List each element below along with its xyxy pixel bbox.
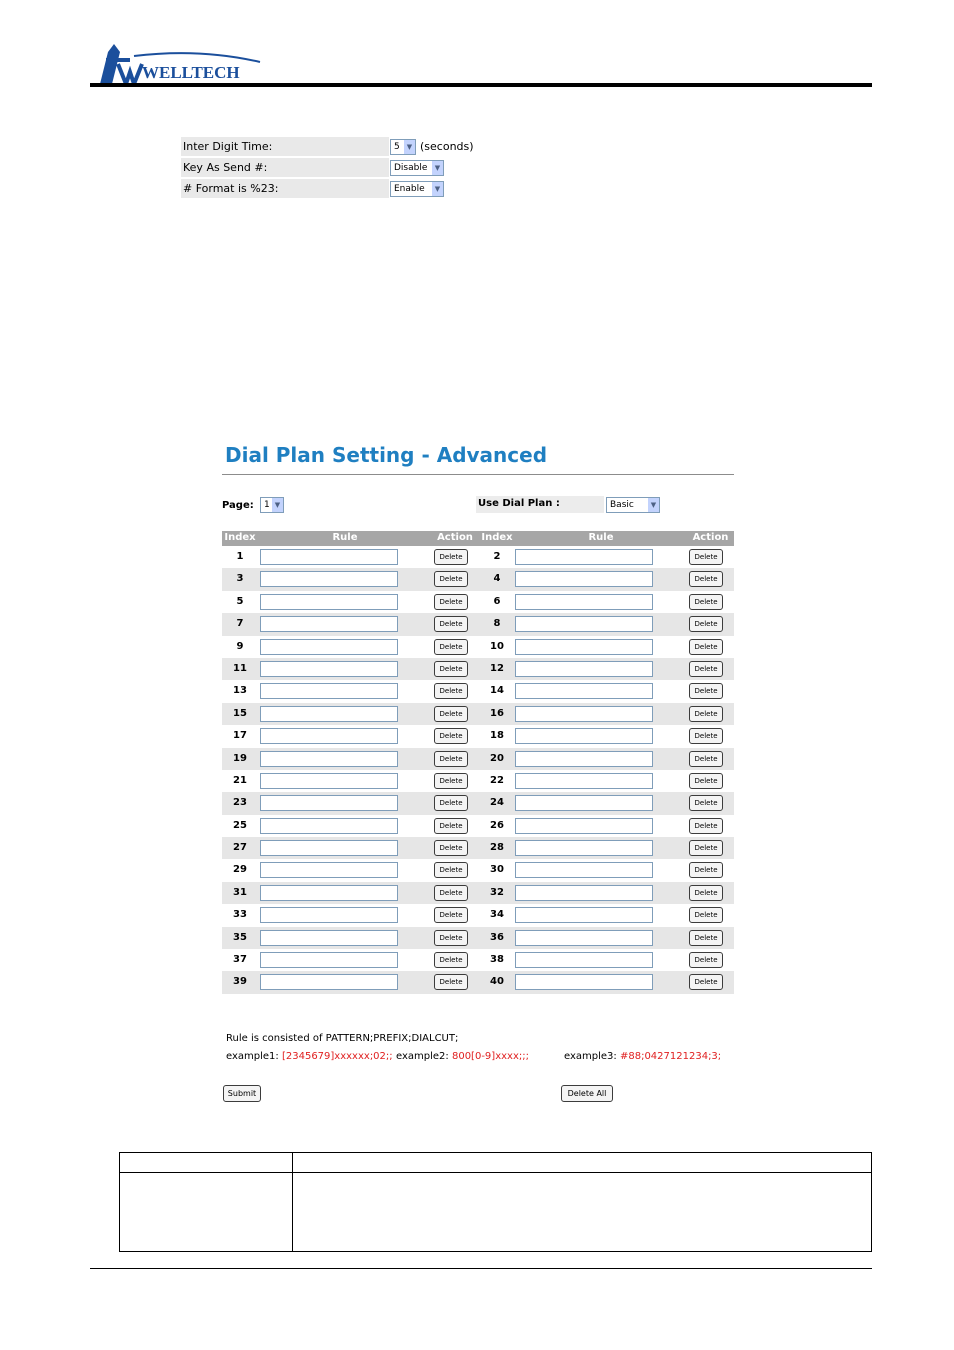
rule-index: 20 <box>490 752 504 764</box>
rule-index: 25 <box>233 819 247 831</box>
table-row <box>222 591 734 613</box>
header-index: Index <box>481 532 513 543</box>
rule-input[interactable] <box>515 907 653 923</box>
delete-button[interactable]: Delete <box>434 907 468 923</box>
chevron-down-icon: ▼ <box>648 498 659 512</box>
rule-input[interactable] <box>515 952 653 968</box>
rule-index: 17 <box>233 730 247 742</box>
delete-button[interactable]: Delete <box>689 862 723 878</box>
rule-input[interactable] <box>515 795 653 811</box>
rule-index: 27 <box>233 842 247 854</box>
table-row <box>222 837 734 859</box>
rule-note: Rule is consisted of PATTERN;PREFIX;DIALCUT; <box>226 1033 459 1044</box>
table-row <box>222 568 734 590</box>
delete-button[interactable]: Delete <box>689 952 723 968</box>
example-2 <box>396 1051 529 1062</box>
table-row <box>222 636 734 658</box>
delete-button[interactable]: Delete <box>689 907 723 923</box>
rule-index: 34 <box>490 909 504 921</box>
chevron-down-icon: ▼ <box>432 161 443 175</box>
rule-index: 2 <box>493 551 501 562</box>
delete-button[interactable]: Delete <box>689 571 723 587</box>
key-as-send-select[interactable] <box>390 160 444 176</box>
rule-input[interactable] <box>515 639 653 655</box>
rule-index: 14 <box>490 685 504 697</box>
table-row <box>222 748 734 770</box>
rule-index: 15 <box>233 707 247 719</box>
delete-button[interactable]: Delete <box>434 616 468 632</box>
rules-header <box>222 531 734 546</box>
rule-input[interactable] <box>515 751 653 767</box>
rule-input[interactable] <box>515 773 653 789</box>
delete-button[interactable]: Delete <box>689 728 723 744</box>
delete-button[interactable]: Delete <box>434 661 468 677</box>
rule-index: 32 <box>490 886 504 898</box>
rule-input[interactable] <box>515 683 653 699</box>
chevron-down-icon: ▼ <box>272 498 283 512</box>
delete-button[interactable]: Delete <box>689 683 723 699</box>
setting-row-key-as-send <box>181 158 481 179</box>
setting-suffix: (seconds) <box>420 140 474 153</box>
rule-index: 5 <box>236 595 244 607</box>
rule-input[interactable] <box>260 930 398 946</box>
delete-button[interactable]: Delete <box>434 594 468 610</box>
rule-index: 16 <box>490 707 504 719</box>
rule-input[interactable] <box>260 907 398 923</box>
table-row <box>222 792 734 814</box>
delete-button[interactable]: Delete <box>689 594 723 610</box>
rule-input[interactable] <box>260 751 398 767</box>
submit-button[interactable]: Submit <box>223 1085 261 1102</box>
footer-rule <box>90 1268 872 1269</box>
rule-index: 36 <box>490 931 504 943</box>
rules-table <box>222 531 734 994</box>
rule-input[interactable] <box>515 862 653 878</box>
rule-index: 30 <box>490 864 504 876</box>
delete-button[interactable]: Delete <box>689 639 723 655</box>
setting-row-inter-digit <box>181 137 481 158</box>
header-rule <box>90 83 872 87</box>
rule-rows <box>222 546 734 994</box>
table-row <box>222 546 734 568</box>
rule-index: 21 <box>233 774 247 786</box>
dial-plan-title: Dial Plan Setting - Advanced <box>225 443 548 467</box>
rule-input[interactable] <box>260 862 398 878</box>
delete-button[interactable]: Delete <box>434 840 468 856</box>
select-value: 5 <box>394 141 400 152</box>
rule-input[interactable] <box>260 728 398 744</box>
delete-button[interactable]: Delete <box>434 862 468 878</box>
brand-text: WELLTECH <box>142 63 240 82</box>
select-value: Enable <box>394 183 425 194</box>
rule-index: 28 <box>490 842 504 854</box>
example-label: example3: <box>564 1051 617 1062</box>
rule-index: 9 <box>236 640 244 652</box>
rule-input[interactable] <box>260 795 398 811</box>
rule-input[interactable] <box>260 639 398 655</box>
rule-input[interactable] <box>515 885 653 901</box>
inter-digit-select[interactable] <box>390 139 416 155</box>
delete-button[interactable]: Delete <box>689 773 723 789</box>
delete-button[interactable]: Delete <box>434 751 468 767</box>
header-action: Action <box>692 532 729 543</box>
delete-button[interactable]: Delete <box>434 818 468 834</box>
delete-button[interactable]: Delete <box>689 930 723 946</box>
rule-index: 18 <box>490 730 504 742</box>
setting-label: # Format is %23: <box>181 179 389 198</box>
select-value: 1 <box>264 500 270 510</box>
delete-button[interactable]: Delete <box>689 549 723 565</box>
rule-input[interactable] <box>515 594 653 610</box>
chevron-down-icon: ▼ <box>404 140 415 154</box>
setting-label: Inter Digit Time: <box>181 137 389 156</box>
delete-button[interactable]: Delete <box>689 661 723 677</box>
example-label: example2: <box>396 1051 449 1062</box>
delete-button[interactable]: Delete <box>689 885 723 901</box>
example-value: #88;0427121234;3; <box>619 1051 722 1062</box>
rule-index: 3 <box>236 573 244 585</box>
example-1 <box>226 1051 393 1062</box>
table-row <box>222 882 734 904</box>
header-action: Action <box>437 532 473 543</box>
example-value: 800[0-9]xxxx;;; <box>451 1051 529 1062</box>
chevron-down-icon: ▼ <box>432 182 443 196</box>
table-row <box>222 725 734 747</box>
rule-input[interactable] <box>515 728 653 744</box>
delete-button[interactable]: Delete <box>434 974 468 990</box>
header-rule: Rule <box>588 532 614 543</box>
table-row <box>222 770 734 792</box>
delete-button[interactable]: Delete <box>689 974 723 990</box>
rule-index: 22 <box>490 774 504 786</box>
rule-input[interactable] <box>260 885 398 901</box>
table-row <box>222 703 734 725</box>
delete-button[interactable]: Delete <box>689 706 723 722</box>
description-table <box>119 1152 872 1252</box>
rule-input[interactable] <box>515 549 653 565</box>
rule-input[interactable] <box>260 594 398 610</box>
example-3 <box>564 1051 721 1062</box>
rule-index: 12 <box>490 662 504 674</box>
header-index: Index <box>224 532 256 543</box>
select-value: Basic <box>610 500 634 510</box>
rule-index: 19 <box>233 752 247 764</box>
rule-index: 10 <box>490 640 504 652</box>
setting-row-format <box>181 179 481 200</box>
page-label: Page: <box>222 500 254 511</box>
rule-input[interactable] <box>260 952 398 968</box>
table-row <box>222 658 734 680</box>
table-row <box>222 927 734 949</box>
welltech-logo-icon <box>100 44 262 86</box>
delete-button[interactable]: Delete <box>689 616 723 632</box>
rule-input[interactable] <box>515 818 653 834</box>
table-row <box>222 613 734 635</box>
rule-input[interactable] <box>260 773 398 789</box>
rule-index: 31 <box>233 886 247 898</box>
delete-button[interactable]: Delete <box>434 773 468 789</box>
rule-index: 33 <box>233 909 247 921</box>
rule-index: 37 <box>233 954 247 966</box>
delete-button[interactable]: Delete <box>434 706 468 722</box>
rule-input[interactable] <box>515 840 653 856</box>
rule-index: 7 <box>236 618 244 630</box>
table-row <box>222 904 734 926</box>
setting-label: Key As Send #: <box>181 158 389 177</box>
rule-input[interactable] <box>260 706 398 722</box>
rule-input[interactable] <box>515 571 653 587</box>
delete-button[interactable]: Delete <box>434 885 468 901</box>
delete-button[interactable]: Delete <box>434 930 468 946</box>
rule-index: 6 <box>493 595 501 607</box>
rule-index: 11 <box>233 662 247 674</box>
delete-button[interactable]: Delete <box>434 728 468 744</box>
delete-button[interactable]: Delete <box>689 818 723 834</box>
delete-button[interactable]: Delete <box>434 549 468 565</box>
table-row <box>222 949 734 971</box>
table-row <box>222 815 734 837</box>
rule-input[interactable] <box>515 974 653 990</box>
format-select[interactable] <box>390 181 444 197</box>
page-select[interactable] <box>260 497 284 513</box>
welltech-logo <box>100 44 262 86</box>
example-label: example1: <box>226 1051 279 1062</box>
delete-button[interactable]: Delete <box>434 952 468 968</box>
rule-input[interactable] <box>260 974 398 990</box>
rule-index: 26 <box>490 819 504 831</box>
title-rule <box>222 474 734 475</box>
rule-index: 39 <box>233 976 247 988</box>
select-value: Disable <box>394 162 428 173</box>
use-dial-plan-label: Use Dial Plan : <box>478 498 560 509</box>
rule-input[interactable] <box>515 616 653 632</box>
rule-index: 8 <box>493 618 501 630</box>
delete-button[interactable]: Delete <box>689 795 723 811</box>
rule-index: 35 <box>233 931 247 943</box>
dial-settings <box>181 137 481 200</box>
delete-button[interactable]: Delete <box>689 840 723 856</box>
delete-all-button[interactable]: Delete All <box>561 1085 613 1102</box>
rule-input[interactable] <box>260 571 398 587</box>
delete-button[interactable]: Delete <box>689 751 723 767</box>
rule-index: 23 <box>233 797 247 809</box>
delete-button[interactable]: Delete <box>434 571 468 587</box>
table-row-divider <box>120 1172 871 1173</box>
rule-input[interactable] <box>260 661 398 677</box>
table-row <box>222 680 734 702</box>
rule-input[interactable] <box>260 840 398 856</box>
table-column-divider <box>292 1153 293 1251</box>
rule-input[interactable] <box>260 616 398 632</box>
delete-button[interactable]: Delete <box>434 683 468 699</box>
rule-index: 29 <box>233 864 247 876</box>
rule-input[interactable] <box>260 549 398 565</box>
header-rule: Rule <box>332 532 358 543</box>
rule-index: 13 <box>233 685 247 697</box>
table-row <box>222 859 734 881</box>
example-value: [2345679]xxxxxx;02;; <box>281 1051 393 1062</box>
delete-button[interactable]: Delete <box>434 795 468 811</box>
rule-index: 4 <box>493 573 501 585</box>
rule-input[interactable] <box>515 706 653 722</box>
rule-input[interactable] <box>515 661 653 677</box>
delete-button[interactable]: Delete <box>434 639 468 655</box>
rule-input[interactable] <box>260 683 398 699</box>
rule-index: 1 <box>236 551 244 562</box>
rule-input[interactable] <box>260 818 398 834</box>
rule-index: 24 <box>490 797 504 809</box>
rule-index: 40 <box>490 976 504 988</box>
rule-input[interactable] <box>515 930 653 946</box>
rule-index: 38 <box>490 954 504 966</box>
use-dial-plan-select[interactable] <box>606 497 660 513</box>
table-row <box>222 971 734 993</box>
